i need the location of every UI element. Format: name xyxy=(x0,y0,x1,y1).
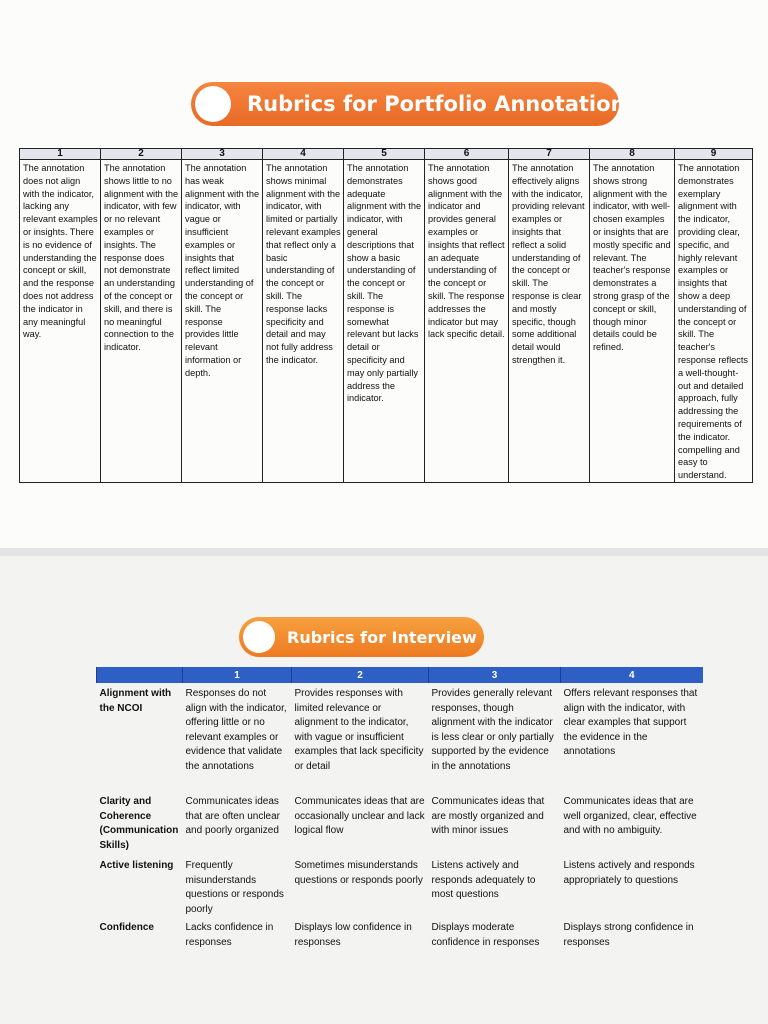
criterion-label: Active listening xyxy=(99,860,174,871)
circle-bullet-icon xyxy=(195,86,231,122)
portfolio-title: Rubrics for Portfolio Annotation xyxy=(247,92,626,116)
table-row xyxy=(97,921,703,971)
circle-bullet-icon xyxy=(243,621,275,653)
interview-rubric-table xyxy=(96,667,703,971)
portfolio-description-row xyxy=(20,160,753,483)
rubric-cell: Offers relevant responses that align with the indicator, with clear examples that support the evidence in the annotations xyxy=(563,688,698,758)
interview-title: Rubrics for Interview xyxy=(287,627,477,647)
score-header: 1 xyxy=(20,149,101,160)
rubric-description: The annotation demonstrates adequate alignment with the indicator, with general descriptions that show a basic understanding of the concept or skill. The response is somewhat relevant but lacks detail or specificity and may only partially address the indicator. xyxy=(347,163,422,404)
rubric-cell: Displays low confidence in responses xyxy=(294,922,412,948)
rubric-cell: Displays strong confidence in responses xyxy=(563,922,694,948)
rubric-cell: Lacks confidence in responses xyxy=(185,922,274,948)
criterion-label: Alignment with the NCOI xyxy=(99,688,172,714)
rubric-cell xyxy=(675,160,753,483)
rubric-cell: Responses do not align with the indicator, offering little or no relevant examples or evidence that validate the annotations xyxy=(185,688,287,772)
rubric-cell xyxy=(344,160,425,483)
rubric-cell xyxy=(590,160,675,483)
rubric-cell: Communicates ideas that are occasionally unclear and lack logical flow xyxy=(294,796,425,837)
rubric-description: The annotation demonstrates exemplary alignment with the indicator, providing clear, specific, and highly relevant examples or insights that show a deep understanding of the concept or skill. The teacher's response reflects a well-thought-out and detailed approach, fully addressing the requirements of the indicator. compelling and easy to understand. xyxy=(678,163,748,481)
rubric-cell: Listens actively and responds appropriately to questions xyxy=(563,860,695,886)
rubric-cell: Frequently misunderstands questions or responds poorly xyxy=(185,860,284,915)
score-header: 2 xyxy=(101,149,182,160)
table-row xyxy=(97,795,703,859)
rubric-cell xyxy=(263,160,344,483)
rubric-cell xyxy=(20,160,101,483)
rubric-cell xyxy=(182,160,263,483)
rubric-description: The annotation has weak alignment with the indicator, with vague or insufficient examples or insights that reflect limited understanding of the concept or skill. The response provides little relevant information or depth. xyxy=(185,163,260,378)
rubric-description: The annotation shows minimal alignment with the indicator, with limited or partially relevant examples that reflect only a basic understanding of the concept or skill. The response lacks specificity and detail and may not fully address the indicator. xyxy=(266,163,341,365)
rubric-cell: Provides generally relevant responses, though alignment with the indicator is less clear or only partially supported by the evidence in the annotations xyxy=(431,688,554,772)
rubric-cell: Listens actively and responds adequately to most questions xyxy=(431,860,536,901)
score-header: 9 xyxy=(675,149,753,160)
score-header: 8 xyxy=(590,149,675,160)
rubric-cell: Communicates ideas that are often unclear and poorly organized xyxy=(185,796,281,837)
rubric-cell: Sometimes misunderstands questions or responds poorly xyxy=(294,860,423,886)
score-header: 6 xyxy=(425,149,509,160)
rubric-cell: Communicates ideas that are well organized, clear, effective and with no ambiguity. xyxy=(563,796,697,837)
rubric-cell xyxy=(509,160,590,483)
interview-header-row xyxy=(97,667,703,683)
rubric-description: The annotation shows strong alignment with the indicator, with well-chosen examples or insights that are mostly specific and relevant. The teacher's response demonstrates a strong grasp of the concept or skill, though minor details could be refined. xyxy=(593,163,671,353)
score-header: 5 xyxy=(344,149,425,160)
score-header: 3 xyxy=(429,667,561,683)
rubric-description: The annotation does not align with the indicator, lacking any relevant examples or insights. There is no evidence of understanding the concept or skill, and the response does not address the indicator in any meaningful way. xyxy=(23,163,98,340)
portfolio-title-banner xyxy=(191,82,626,126)
portfolio-rubric-table xyxy=(19,148,753,483)
criterion-label: Clarity and Coherence (Communication Skills) xyxy=(99,796,179,851)
score-header: 2 xyxy=(292,667,429,683)
score-header: 1 xyxy=(183,667,292,683)
table-row xyxy=(97,859,703,921)
rubric-cell: Displays moderate confidence in responses xyxy=(431,922,540,948)
rubric-description: The annotation shows good alignment with the indicator and provides general examples or insights that reflect an adequate understanding of the concept or skill. The response addresses the indicator but may lack specific detail. xyxy=(428,163,505,340)
rubric-cell xyxy=(101,160,182,483)
score-header: 3 xyxy=(182,149,263,160)
criterion-header xyxy=(97,667,183,683)
table-row xyxy=(97,683,703,795)
rubric-description: The annotation shows little to no alignment with the indicator, with few or no relevant examples or insights. The response does not demonstrate an understanding of the concept or skill, and there is no meaningful connection to the indicator. xyxy=(104,163,179,353)
score-header: 7 xyxy=(509,149,590,160)
criterion-label: Confidence xyxy=(99,922,154,933)
rubric-cell: Provides responses with limited relevance or alignment to the indicator, with vague or insufficient examples that lack specificity or detail xyxy=(294,688,424,772)
rubric-cell: Communicates ideas that are mostly organized and with minor issues xyxy=(431,796,545,837)
score-header: 4 xyxy=(263,149,344,160)
portfolio-header-row xyxy=(20,149,753,160)
rubric-cell xyxy=(425,160,509,483)
score-header: 4 xyxy=(561,667,703,683)
interview-title-banner xyxy=(239,617,484,657)
rubric-description: The annotation effectively aligns with the indicator, providing relevant examples or insights that reflect a solid understanding of the concept or skill. The response is clear and mostly specific, though some additional detail would strengthen it. xyxy=(512,163,585,365)
